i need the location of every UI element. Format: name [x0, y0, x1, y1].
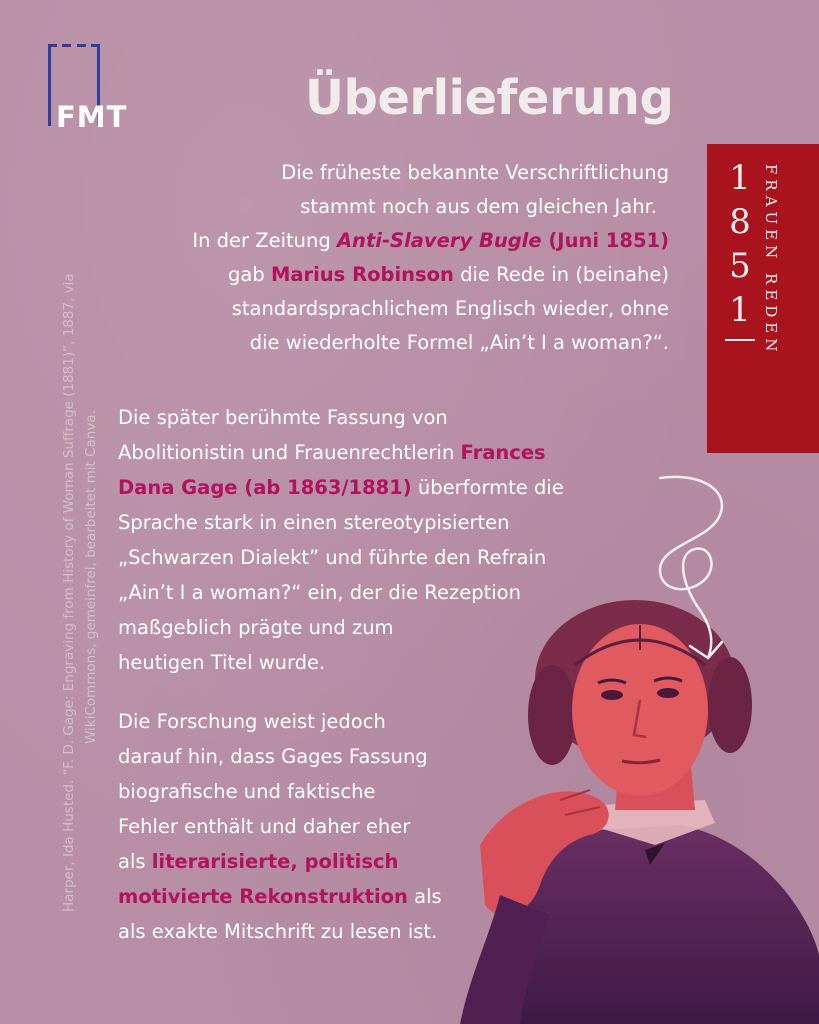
text-line — [118, 879, 558, 914]
fmt-logo[interactable] — [48, 44, 134, 134]
text-line: „Schwarzen Dialekt” und führte den Refrain — [118, 546, 547, 569]
paragraph-3 — [118, 704, 558, 949]
text-span: In der Zeitung — [192, 229, 337, 252]
series-tag — [707, 144, 819, 453]
text-line: Die Forschung weist jedoch — [118, 710, 386, 733]
tag-year-digit: 1 — [729, 158, 751, 198]
highlight-name: Frances — [460, 441, 546, 464]
text-line: heutigen Titel wurde. — [118, 651, 326, 674]
text-line: biografische und faktische — [118, 780, 376, 803]
text-line — [69, 224, 669, 258]
text-span: die Rede in (beinahe) — [453, 263, 669, 286]
highlight-phrase: literarisierte, politisch — [151, 850, 399, 873]
text-span: Abolitionistin und Frauenrechtlerin — [118, 441, 461, 464]
page-title: Überlieferung — [305, 70, 674, 126]
text-line — [118, 844, 558, 879]
text-line — [69, 258, 669, 292]
paragraph-1 — [69, 156, 669, 360]
curly-arrow-icon — [640, 470, 740, 670]
highlight-date: (Juni 1851) — [541, 229, 669, 252]
text-span: als — [118, 850, 152, 873]
text-line — [118, 435, 658, 470]
text-line: darauf hin, dass Gages Fassung — [118, 745, 428, 768]
text-line: „Ain’t I a woman?“ ein, der die Rezeption — [118, 581, 521, 604]
text-span: gab — [228, 263, 271, 286]
tag-year-digit: 5 — [729, 246, 751, 286]
text-line: standardsprachlichem Englisch wieder, ohne — [231, 297, 669, 320]
text-line: als exakte Mitschrift zu lesen ist. — [118, 920, 438, 943]
text-span: überformte die — [411, 476, 564, 499]
text-line: die wiederholte Formel „Ain’t I a woman?“. — [249, 331, 669, 354]
text-line: Sprache stark in einen stereotypisierten — [118, 511, 510, 534]
text-line: Die früheste bekannte Verschriftlichung — [281, 161, 669, 184]
logo-text: FMT — [56, 100, 128, 134]
tag-year-digit: 1 — [729, 290, 751, 330]
tag-year — [725, 156, 755, 332]
text-line: maßgeblich prägte und zum — [118, 616, 394, 639]
credit-line-2: WikiCommons, gemeinfrei, bearbeitet mit Canva. — [83, 410, 99, 744]
tag-divider — [725, 339, 755, 341]
highlight-name: Dana Gage (ab 1863/1881) — [118, 476, 412, 499]
highlight-phrase: motivierte Rekonstruktion — [118, 885, 408, 908]
highlight-newspaper: Anti-Slavery Bugle — [336, 229, 542, 252]
text-line: Die später berühmte Fassung von — [118, 406, 448, 429]
text-line: Fehler enthält und daher eher — [118, 815, 411, 838]
text-line — [118, 470, 658, 505]
text-span: als — [407, 885, 442, 908]
tag-year-digit: 8 — [729, 202, 751, 242]
credit-line-1: Harper, Ida Husted. “F. D. Gage: Engraving from History of Woman Suffrage (1881)”, 1887, via — [61, 273, 77, 912]
highlight-name: Marius Robinson — [270, 263, 454, 286]
tag-label: FRAUEN REDEN — [762, 164, 780, 357]
text-line: stammt noch aus dem gleichen Jahr. — [300, 195, 657, 218]
